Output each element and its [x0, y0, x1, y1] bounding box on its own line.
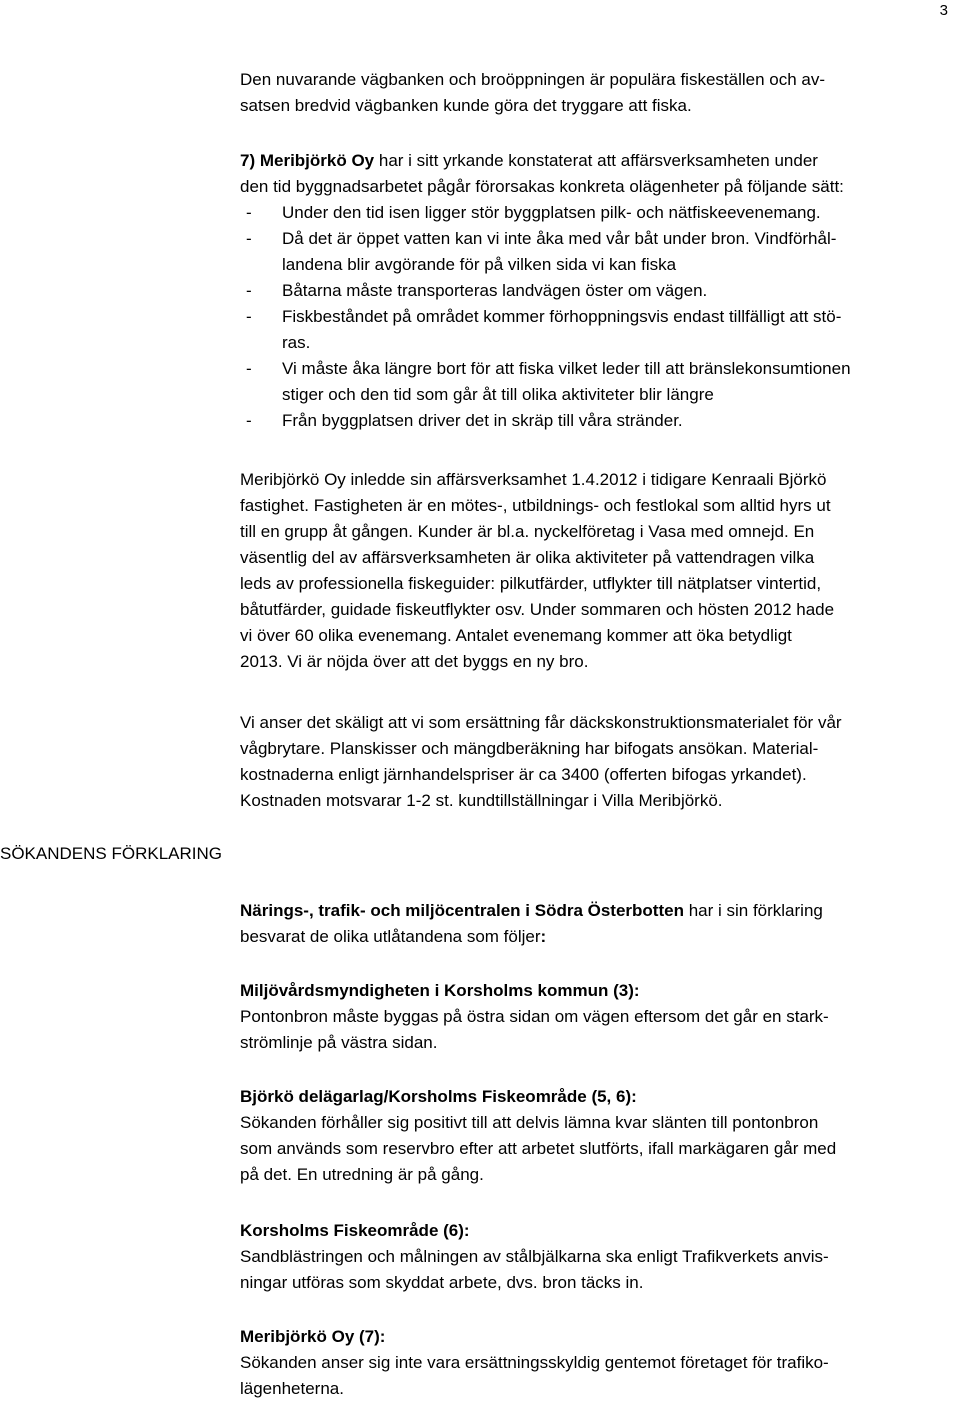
- text-line: strömlinje på västra sidan.: [240, 1033, 438, 1052]
- text-line: Fiskbeståndet på området kommer förhoppningsvis endast tillfälligt att stö-: [282, 307, 842, 326]
- disadvantages-list: [240, 200, 960, 434]
- text-line: till en grupp åt gången. Kunder är bl.a. nyckelföretag i Vasa med omnejd. En: [240, 522, 815, 541]
- text-line: satsen bredvid vägbanken kunde göra det tryggare att fiska.: [240, 96, 692, 115]
- list-item: [240, 200, 960, 226]
- section-heading: Björkö delägarlag/Korsholms Fiskeområde (5, 6):: [240, 1087, 637, 1106]
- compensation-paragraph: [240, 710, 960, 814]
- list-dash: -: [246, 411, 252, 430]
- section-heading: Miljövårdsmyndigheten i Korsholms kommun (3):: [240, 981, 640, 1000]
- claim-7-paragraph: [240, 148, 960, 200]
- text-line: båtutfärder, guidade fiskeutflykter osv. Under sommaren och hösten 2012 hade: [240, 600, 835, 619]
- section-korsholm-fishing-area: [240, 1218, 960, 1296]
- text-segment: har i sitt yrkande konstaterat att affärsverksamheten under: [374, 151, 818, 170]
- text-line: fastighet. Fastigheten är en mötes-, utbildnings- och festlokal som alltid hyrs ut: [240, 496, 831, 515]
- list-dash: -: [246, 307, 252, 326]
- text-line: Meribjörkö Oy inledde sin affärsverksamhet 1.4.2012 i tidigare Kenraali Björkö: [240, 470, 827, 489]
- authority-name: Närings-, trafik- och miljöcentralen i Södra Österbotten: [240, 901, 684, 920]
- text-line: Då det är öppet vatten kan vi inte åka med vår båt under bron. Vindförhål-: [282, 229, 837, 248]
- section-environment-authority: [240, 978, 960, 1056]
- text-line: leds av professionella fiskeguider: pilkutfärder, utflykter till nätplatser vintertid,: [240, 574, 822, 593]
- list-item: [240, 226, 960, 278]
- list-item: [240, 356, 960, 408]
- text-line: [240, 924, 960, 950]
- text-line: kostnaderna enligt järnhandelspriser är ca 3400 (offerten bifogas yrkandet).: [240, 765, 807, 784]
- text-line: ras.: [282, 333, 311, 352]
- text-line: Vi måste åka längre bort för att fiska vilket leder till att bränslekonsumtionen: [282, 359, 851, 378]
- list-dash: -: [246, 229, 252, 248]
- text-line: 2013. Vi är nöjda över att det byggs en ny bro.: [240, 652, 589, 671]
- text-line: landena blir avgörande för på vilken sida vi kan fiska: [282, 255, 677, 274]
- text-segment: :: [540, 927, 547, 946]
- section-meribjorko: [240, 1324, 960, 1402]
- intro-paragraph: [240, 67, 960, 119]
- section-heading-applicant-statement: SÖKANDENS FÖRKLARING: [0, 844, 222, 863]
- text-line: väsentlig del av affärsverksamheten är olika aktiviteter på vattendragen vilka: [240, 548, 815, 567]
- text-line: Kostnaden motsvarar 1-2 st. kundtillställningar i Villa Meribjörkö.: [240, 791, 723, 810]
- text-line: lägenheterna.: [240, 1379, 344, 1398]
- text-line: ningar utföras som skyddat arbete, dvs. bron täcks in.: [240, 1273, 644, 1292]
- text-line: den tid byggnadsarbetet pågår förorsakas konkreta olägenheter på följande sätt:: [240, 177, 844, 196]
- list-item: [240, 278, 960, 304]
- text-line: som används som reservbro efter att arbetet slutförts, ifall markägaren går med: [240, 1139, 837, 1158]
- text-segment: besvarat de olika utlåtandena som följer: [240, 927, 541, 946]
- text-line: på det. En utredning är på gång.: [240, 1165, 484, 1184]
- response-intro: [240, 898, 960, 950]
- list-item: [240, 304, 960, 356]
- claimant-name: 7) Meribjörkö Oy: [240, 151, 375, 170]
- section-heading: Meribjörkö Oy (7):: [240, 1327, 386, 1346]
- list-dash: -: [246, 281, 252, 300]
- text-line: stiger och den tid som går åt till olika aktiviteter blir längre: [282, 385, 714, 404]
- text-line: Sökanden anser sig inte vara ersättningsskyldig gentemot företaget för trafiko-: [240, 1353, 829, 1372]
- text-line: Sandblästringen och målningen av stålbjälkarna ska enligt Trafikverkets anvis-: [240, 1247, 829, 1266]
- text-line: vågbrytare. Planskisser och mängdberäkning har bifogats ansökan. Material-: [240, 739, 819, 758]
- text-line: Pontonbron måste byggas på östra sidan om vägen eftersom det går en stark-: [240, 1007, 829, 1026]
- text-line: Under den tid isen ligger stör byggplatsen pilk- och nätfiskeevenemang.: [282, 203, 821, 222]
- section-heading: Korsholms Fiskeområde (6):: [240, 1221, 470, 1240]
- text-line: Den nuvarande vägbanken och broöppningen är populära fiskeställen och av-: [240, 70, 826, 89]
- list-dash: -: [246, 203, 252, 222]
- text-line: Sökanden förhåller sig positivt till att delvis lämna kvar slänten till pontonbron: [240, 1113, 819, 1132]
- text-line: Båtarna måste transporteras landvägen öster om vägen.: [282, 281, 708, 300]
- text-line: Från byggplatsen driver det in skräp till våra stränder.: [282, 411, 683, 430]
- text-line: Vi anser det skäligt att vi som ersättning får däckskonstruktionsmaterialet för vår: [240, 713, 842, 732]
- text-line: vi över 60 olika evenemang. Antalet evenemang kommer att öka betydligt: [240, 626, 792, 645]
- text-line: [240, 898, 960, 924]
- text-segment: har i sin förklaring: [683, 901, 823, 920]
- list-item: [240, 408, 960, 434]
- section-bjorko-owners: [240, 1084, 960, 1188]
- list-dash: -: [246, 359, 252, 378]
- text-line: [240, 148, 960, 174]
- page-number: 3: [939, 2, 948, 19]
- business-paragraph: [240, 467, 960, 675]
